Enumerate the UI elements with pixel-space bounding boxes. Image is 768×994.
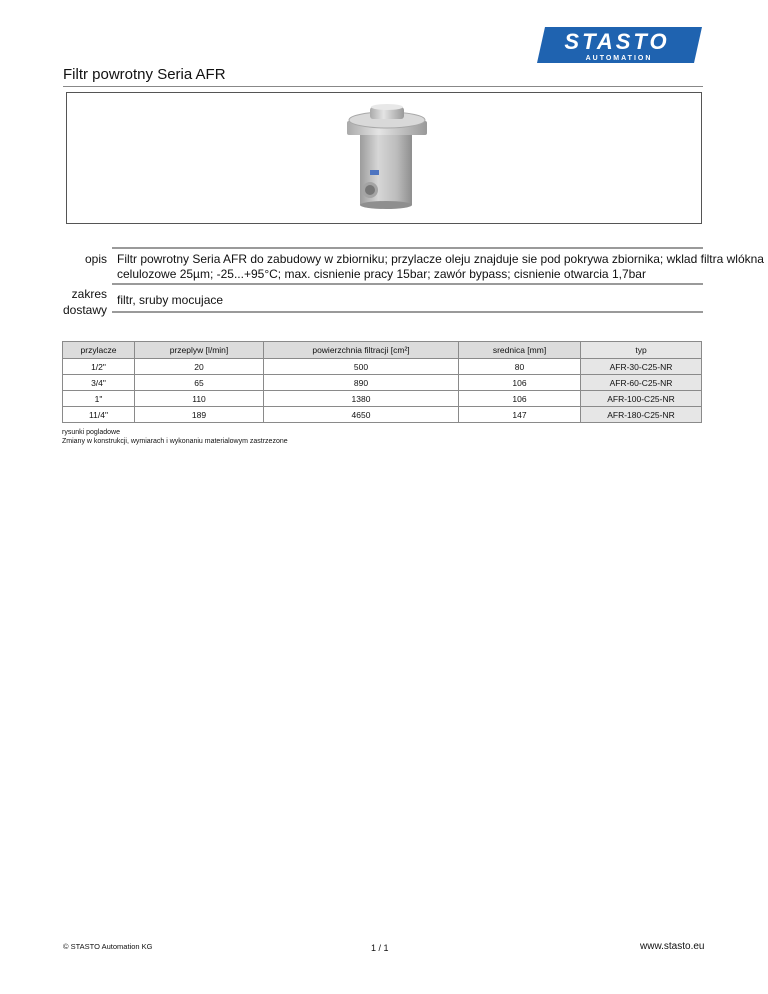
table-row <box>63 359 702 375</box>
cell-powierzchnia: 1380 <box>264 391 459 407</box>
cell-powierzchnia: 890 <box>264 375 459 391</box>
product-image-frame <box>66 92 702 224</box>
zakres-value: filtr, sruby mocujace <box>117 293 224 307</box>
cell-przylacze: 3/4" <box>63 375 135 391</box>
notes <box>62 428 288 446</box>
page-title: Filtr powrotny Seria AFR <box>63 66 226 83</box>
cell-typ: AFR-60-C25-NR <box>581 375 702 391</box>
details-top-divider <box>112 247 703 249</box>
details-bottom-divider <box>112 311 703 313</box>
opis-text-line2: celulozowe 25µm; -25...+95°C; max. cisnienie pracy 15bar; zawór bypass; cisnienie otwarcia 1,7bar <box>117 267 646 281</box>
cell-przylacze: 1/2" <box>63 359 135 375</box>
note-line1: rysunki pogladowe <box>62 429 120 436</box>
cell-typ: AFR-100-C25-NR <box>581 391 702 407</box>
title-divider <box>63 86 703 87</box>
table-row <box>63 391 702 407</box>
cell-powierzchnia: 4650 <box>264 407 459 423</box>
footer-website-link[interactable]: www.stasto.eu <box>640 941 705 952</box>
opis-label: opis <box>84 252 107 266</box>
cell-srednica: 80 <box>459 359 581 375</box>
zakres-label-line2: dostawy <box>62 303 107 317</box>
cell-srednica: 147 <box>459 407 581 423</box>
header-przeplyw: przeplyw [l/min] <box>135 342 264 359</box>
cell-srednica: 106 <box>459 375 581 391</box>
cell-przeplyw: 20 <box>135 359 264 375</box>
cell-typ: AFR-30-C25-NR <box>581 359 702 375</box>
cell-przeplyw: 189 <box>135 407 264 423</box>
spec-table <box>62 341 702 423</box>
cell-przeplyw: 65 <box>135 375 264 391</box>
footer-page-number: 1 / 1 <box>371 943 389 953</box>
return-filter-product-photo-icon <box>342 103 432 213</box>
table-header-row <box>63 342 702 359</box>
note-line2: Zmiany w konstrukcji, wymiarach i wykonaniu materialowym zastrzezone <box>62 438 288 445</box>
cell-powierzchnia: 500 <box>264 359 459 375</box>
details-mid-divider <box>112 283 703 285</box>
logo-brand-text: STASTO <box>564 29 670 54</box>
cell-przeplyw: 110 <box>135 391 264 407</box>
table-row <box>63 407 702 423</box>
zakres-label-line1: zakres <box>71 287 107 301</box>
header-typ: typ <box>581 342 702 359</box>
cell-przylacze: 1" <box>63 391 135 407</box>
cell-przylacze: 11/4" <box>63 407 135 423</box>
header-przylacze: przylacze <box>63 342 135 359</box>
header-powierzchnia: powierzchnia filtracji [cm²] <box>264 342 459 359</box>
header-srednica: srednica [mm] <box>459 342 581 359</box>
table-row <box>63 375 702 391</box>
cell-srednica: 106 <box>459 391 581 407</box>
footer-copyright: © STASTO Automation KG <box>63 942 153 951</box>
cell-typ: AFR-180-C25-NR <box>581 407 702 423</box>
opis-text-line1: Filtr powrotny Seria AFR do zabudowy w zbiorniku; przylacze oleju znajduje sie pod pokrywa zbiornika; wklad filtra wlókna <box>117 252 764 266</box>
stasto-logo <box>537 27 702 63</box>
logo-sub-text: AUTOMATION <box>585 55 653 62</box>
